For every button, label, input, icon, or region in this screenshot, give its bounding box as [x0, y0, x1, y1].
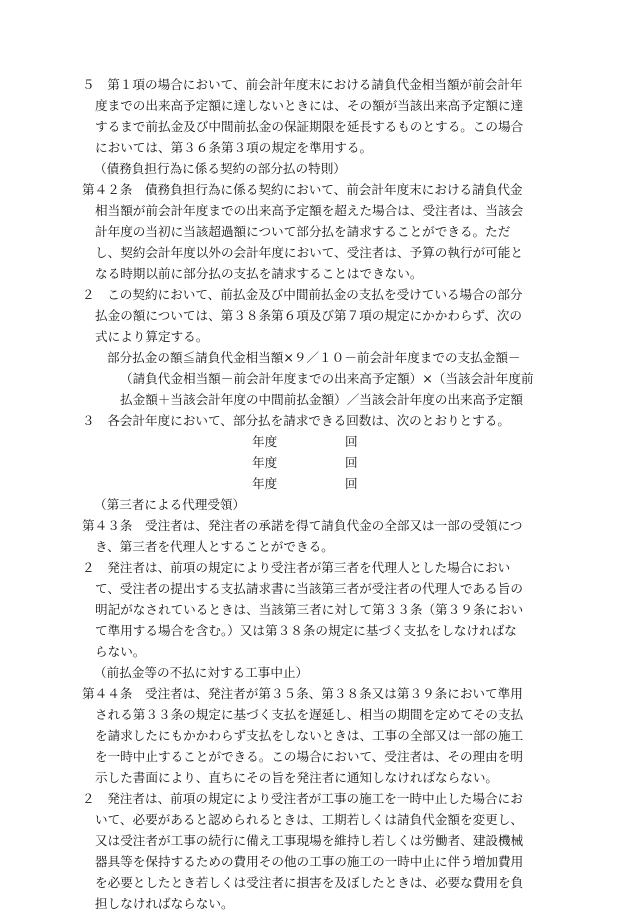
paragraph-5-line: ５ 第１項の場合において、前会計年度末における請負代金相当額が前会計年 — [82, 77, 523, 92]
article-43 — [0, 494, 630, 662]
formula-line: （請負代金相当額－前会計年度までの出来高予定額）×（当該会計年度前 — [120, 371, 534, 386]
article-44-item-2-line: 担しなければならない。 — [95, 896, 234, 911]
article-42-line: 第４２条 債務負担行為に係る契約において、前会計年度末における請負代金 — [82, 182, 523, 197]
schedule-year: 年度 — [252, 476, 278, 491]
article-44 — [0, 662, 630, 914]
article-44-item-2-line: を必要としたとき若しくは受注者に損害を及ぼしたときは、必要な費用を負 — [95, 875, 524, 890]
article-42-item-2-line: 式により算定する。 — [95, 329, 209, 344]
schedule-count: 回 — [345, 455, 358, 470]
article-42-item-2-line: 払金の額については、第３８条第６項及び第７項の規定にかかわらず、次の — [95, 308, 522, 323]
formula-line: 部分払金の額≦請負代金相当額×９／１０－前会計年度までの支払金額－ — [107, 350, 521, 365]
article-44-line: を請求したにもかかわらず支払をしないときは、工事の全部又は一部の施工 — [95, 728, 524, 743]
article-43-item-2-line: て、受注者の提出する支払請求書に当該第三者が受注者の代理人である旨の — [95, 581, 523, 596]
article-42-item-3: ３ 各会計年度において、部分払を請求できる回数は、次のとおりとする。 — [82, 413, 510, 428]
paragraph-5 — [0, 74, 630, 158]
article-42-item-2-line: ２ この契約において、前払金及び中間前払金の支払を受けている場合の部分 — [82, 287, 523, 302]
article-43-line: き、第三者を代理人とすることができる。 — [95, 539, 334, 554]
article-44-heading: （前払金等の不払に対する工事中止） — [94, 665, 309, 680]
article-44-item-2-line: いて、必要があると認められるときは、工期若しくは請負代金額を変更し、 — [95, 812, 523, 827]
article-43-item-2-line: て準用する場合を含む。）又は第３８条の規定に基づく支払をしなければな — [95, 623, 517, 638]
article-44-line: を一時中止することができる。この場合において、受注者は、その理由を明 — [95, 749, 523, 764]
schedule-count: 回 — [345, 476, 358, 491]
schedule-year: 年度 — [252, 434, 278, 449]
article-44-item-2-line: 器具等を保持するための費用その他の工事の施工の一時中止に伴う増加費用 — [95, 854, 524, 869]
article-44-line: 第４４条 受注者は、発注者が第３５条、第３８条又は第３９条において準用 — [82, 686, 523, 701]
formula-line: 払金額＋当該会計年度の中間前払金額）／当該会計年度の出来高予定額 — [120, 392, 523, 407]
article-42-heading: （債務負担行為に係る契約の部分払の特則） — [94, 161, 346, 176]
article-42-line: なる時期以前に部分払の支払を請求することはできない。 — [95, 266, 423, 281]
article-43-heading: （第三者による代理受領） — [94, 497, 246, 512]
schedule-row — [0, 431, 630, 452]
document-body — [0, 74, 630, 914]
schedule-row — [0, 473, 630, 494]
article-42-line: 計年度の当初に当該超過額について部分払を請求することができる。ただ — [95, 224, 511, 239]
schedule-year: 年度 — [252, 455, 278, 470]
article-43-item-2-line: 明記がなされているときは、当該第三者に対して第３３条（第３９条におい — [95, 602, 524, 617]
article-44-line: 示した書面により、直ちにその旨を発注者に通知しなければならない。 — [95, 770, 498, 785]
article-44-line: される第３３条の規定に基づく支払を遅延し、相当の期間を定めてその支払 — [95, 707, 524, 722]
article-43-item-2-line: らない。 — [95, 644, 146, 659]
schedule-count: 回 — [345, 434, 358, 449]
article-43-item-2-line: ２ 発注者は、前項の規定により受注者が第三者を代理人とした場合におい — [82, 560, 511, 575]
paragraph-5-line: するまで前払金及び中間前払金の保証期限を延長するものとする。この場合 — [95, 119, 524, 134]
article-43-line: 第４３条 受注者は、発注者の承諾を得て請負代金の全部又は一部の受領につ — [82, 518, 523, 533]
article-42-line: し、契約会計年度以外の会計年度において、受注者は、予算の執行が可能と — [95, 245, 523, 260]
paragraph-5-line: 度までの出来高予定額に達しないときには、その額が当該出来高予定額に達 — [95, 98, 524, 113]
article-42 — [0, 158, 630, 494]
schedule-row — [0, 452, 630, 473]
paragraph-5-line: においては、第３６条第３項の規定を準用する。 — [95, 140, 373, 155]
article-44-item-2-line: ２ 発注者は、前項の規定により受注者が工事の施工を一時中止した場合にお — [82, 791, 523, 806]
article-44-item-2-line: 又は受注者が工事の続行に備え工事現場を維持し若しくは労働者、建設機械 — [95, 833, 524, 848]
article-42-line: 相当額が前会計年度までの出来高予定額を超えた場合は、受注者は、当該会 — [95, 203, 524, 218]
